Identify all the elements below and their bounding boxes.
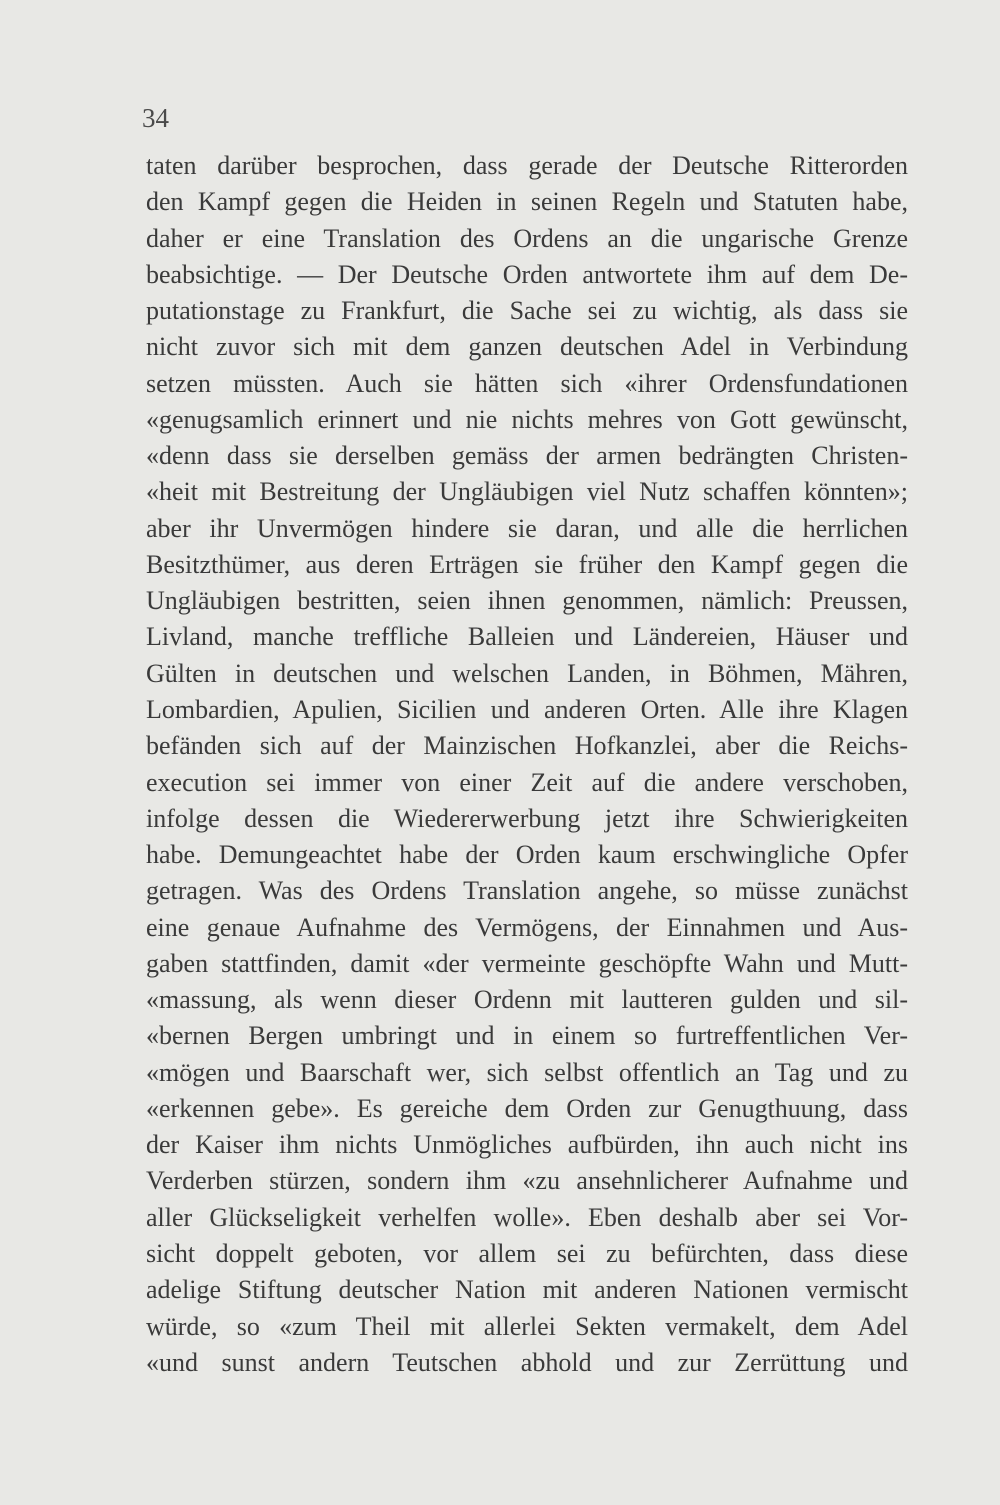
text-line: habe. Demungeachtet habe der Orden kaum erschwingliche Opfer bbox=[146, 840, 908, 870]
text-line: beabsichtige. — Der Deutsche Orden antwortete ihm auf dem De- bbox=[146, 259, 908, 289]
text-line: würde, so «zum Theil mit allerlei Sekten vermakelt, dem Adel bbox=[146, 1311, 908, 1341]
text-line: adelige Stiftung deutscher Nation mit anderen Nationen vermischt bbox=[146, 1275, 908, 1305]
text-line: eine genaue Aufnahme des Vermögens, der Einnahmen und Aus- bbox=[146, 912, 908, 942]
text-line: «bernen Bergen umbringt und in einem so furtreffentlichen Ver- bbox=[146, 1021, 908, 1051]
text-line: setzen müssten. Auch sie hätten sich «ihrer Ordensfundationen bbox=[146, 368, 908, 398]
text-line: der Kaiser ihm nichts Unmögliches aufbürden, ihn auch nicht ins bbox=[146, 1130, 908, 1160]
text-line: Ungläubigen bestritten, seien ihnen genommen, nämlich: Preussen, bbox=[146, 586, 908, 616]
text-line: befänden sich auf der Mainzischen Hofkanzlei, aber die Reichs- bbox=[146, 731, 908, 761]
text-line: «und sunst andern Teutschen abhold und zur Zerrüttung und bbox=[146, 1347, 908, 1377]
text-line: Gülten in deutschen und welschen Landen, in Böhmen, Mähren, bbox=[146, 658, 908, 688]
text-line: «erkennen gebe». Es gereiche dem Orden zur Genugthuung, dass bbox=[146, 1093, 908, 1123]
text-line: nicht zuvor sich mit dem ganzen deutschen Adel in Verbindung bbox=[146, 332, 908, 362]
text-line: «denn dass sie derselben gemäss der armen bedrängten Christen- bbox=[146, 441, 908, 471]
text-line: taten darüber besprochen, dass gerade der Deutsche Ritterorden bbox=[146, 151, 908, 180]
text-line: execution sei immer von einer Zeit auf die andere verschoben, bbox=[146, 767, 908, 797]
text-line: infolge dessen die Wiedererwerbung jetzt ihre Schwierigkeiten bbox=[146, 803, 908, 833]
text-line: aber ihr Unvermögen hindere sie daran, und alle die herrlichen bbox=[146, 513, 908, 543]
text-line: daher er eine Translation des Ordens an die ungarische Grenze bbox=[146, 223, 908, 253]
text-line: putationstage zu Frankfurt, die Sache sei zu wichtig, als dass sie bbox=[146, 296, 908, 326]
text-line: den Kampf gegen die Heiden in seinen Regeln und Statuten habe, bbox=[146, 187, 908, 217]
text-line: Lombardien, Apulien, Sicilien und anderen Orten. Alle ihre Klagen bbox=[146, 694, 908, 724]
text-line: Verderben stürzen, sondern ihm «zu ansehnlicherer Aufnahme und bbox=[146, 1166, 908, 1196]
text-line: «heit mit Bestreitung der Ungläubigen viel Nutz schaffen könnten»; bbox=[146, 477, 908, 507]
body-text bbox=[146, 148, 908, 1381]
text-line: «genugsamlich erinnert und nie nichts mehres von Gott gewünscht, bbox=[146, 404, 908, 434]
text-line: «massung, als wenn dieser Ordenn mit lautteren gulden und sil- bbox=[146, 985, 908, 1015]
text-line: getragen. Was des Ordens Translation angehe, so müsse zunächst bbox=[146, 876, 908, 906]
text-line: «mögen und Baarschaft wer, sich selbst offentlich an Tag und zu bbox=[146, 1057, 908, 1087]
text-line: sicht doppelt geboten, vor allem sei zu befürchten, dass diese bbox=[146, 1238, 908, 1268]
text-line: Besitzthümer, aus deren Erträgen sie früher den Kampf gegen die bbox=[146, 549, 908, 579]
page-number: 34 bbox=[142, 103, 169, 133]
text-line: aller Glückseligkeit verhelfen wolle». Eben deshalb aber sei Vor- bbox=[146, 1202, 908, 1232]
text-line: Livland, manche treffliche Balleien und Ländereien, Häuser und bbox=[146, 622, 908, 652]
text-line: gaben stattfinden, damit «der vermeinte geschöpfte Wahn und Mutt- bbox=[146, 948, 908, 978]
